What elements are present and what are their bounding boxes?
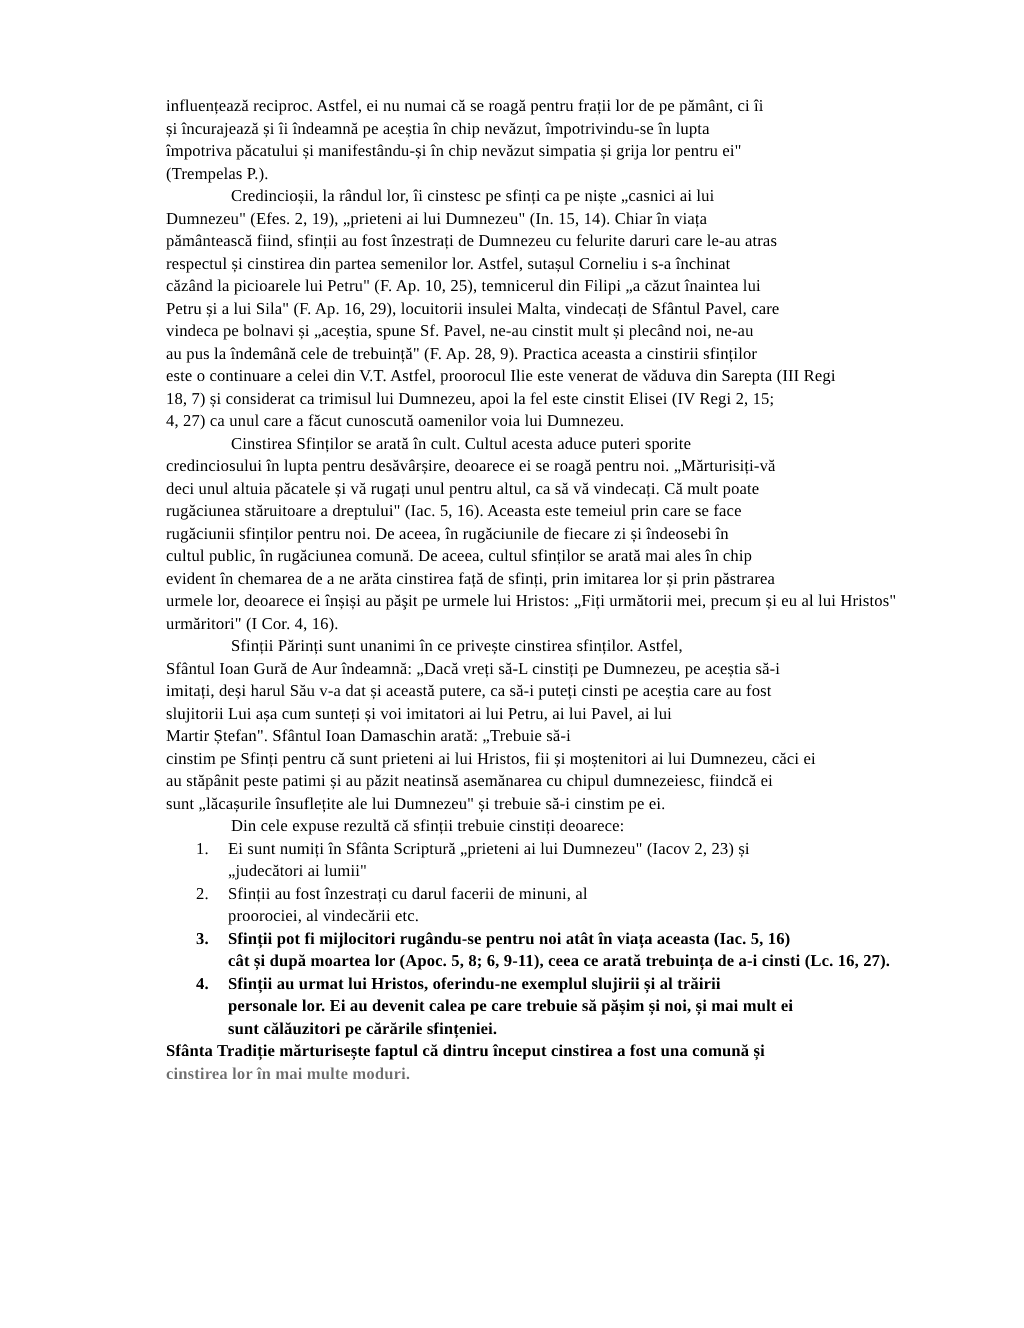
text-line: 4, 27) ca unul care a făcut cunoscută oamenilor voia lui Dumnezeu. [166, 411, 625, 430]
text-line: au stăpânit peste patimi și au păzit neatinsă asemănarea cu chipul dumnezeiesc, fiindcă ei [166, 771, 773, 790]
list-number: 3. [196, 928, 209, 948]
text-line: Dumnezeu" (Efes. 2, 19), „prieteni ai lui Dumnezeu" (In. 15, 14). Chiar în viața [166, 208, 708, 228]
list-text-continued: sunt călăuzitori pe cărările sfințeniei. [228, 1018, 498, 1038]
text-line: deci unul altuia păcatele și vă rugați unul pentru altul, ca să vă vindecați. Că mult poate [166, 478, 760, 498]
list-number: 2. [196, 883, 209, 903]
numbered-list [166, 838, 936, 1041]
list-text-continued: „judecători ai lumii" [228, 861, 367, 880]
list-number: 4. [196, 973, 209, 993]
text-line: influențează reciproc. Astfel, ei nu numai că se roagă pentru frații lor de pe pământ, ci îi [166, 96, 764, 115]
text-line: Credincioșii, la rândul lor, îi cinstesc pe sfinți ca pe niște „casnici ai lui [231, 186, 715, 205]
text-line: Sfânta Tradiție mărturisește faptul că dintru început cinstirea a fost una comună și [166, 1041, 765, 1060]
text-line: cinstim pe Sfinți pentru că sunt prieteni ai lui Hristos, fii și moștenitori ai lui Dumnezeu, căci ei [166, 748, 816, 768]
text-line: evident în chemarea de a ne arăta cinstirea față de sfinți, prin imitarea lor și prin păstrarea [166, 568, 776, 588]
text-line: credinciosului în lupta pentru desăvârșire, deoarece ei se roagă pentru noi. „Mărturisiți-vă [166, 456, 776, 475]
conclusion-intro: Din cele expuse rezultă că sfinții trebuie cinstiți deoarece: [231, 816, 625, 835]
text-line: sunt „lăcașurile însuflețite ale lui Dumnezeu" și trebuie să-i cinstim pe ei. [166, 793, 666, 813]
final-paragraph [166, 1040, 936, 1085]
text-line: au pus la îndemână cele de trebuință" (F. Ap. 28, 9). Practica aceasta a cinstirii sfinților [166, 343, 758, 363]
text-line: Petru și a lui Sila" (F. Ap. 16, 29), locuitorii insulei Malta, vindecați de Sfântul Pavel, care [166, 298, 780, 318]
paragraph-4 [166, 635, 936, 815]
text-line: urmăritori" (I Cor. 4, 16). [166, 613, 339, 633]
list-number: 1. [196, 838, 209, 858]
paragraph-1 [166, 95, 936, 185]
list-item [166, 928, 936, 973]
text-line: împotriva păcatului și manifestându-și în chip nevăzut simpatia și grija lor pentru ei" [166, 141, 742, 160]
list-item [166, 883, 936, 928]
list-text-continued: personale lor. Ei au devenit calea pe care trebuie să pășim și noi, și mai mult ei [228, 996, 794, 1015]
text-line: cultul public, în rugăciunea comună. De aceea, cultul sfinților se arată mai ales în chip [166, 546, 753, 565]
text-line: urmele lor, deoarece ei înșiși au păşit pe urmele lui Hristos: „Fiți următorii mei, precum și eu al lui Hristos" [166, 591, 897, 610]
text-line: imitați, deși harul Său v-a dat și această putere, ca să-i puteți cinsti pe aceștia care au fost [166, 681, 772, 700]
list-text-continued: cât și după moartea lor (Apoc. 5, 8; 6, 9-11), ceea ce arată trebuința de a-i cinsti (Lc. 16, 27). [228, 951, 891, 970]
list-text: Sfinții au urmat lui Hristos, oferindu-ne exemplul slujirii și al trăirii [228, 973, 721, 993]
list-text: Ei sunt numiți în Sfânta Scriptură „prieteni ai lui Dumnezeu" (Iacov 2, 23) și [228, 838, 750, 858]
text-line: căzând la picioarele lui Petru" (F. Ap. 10, 25), temnicerul din Filipi „a căzut înaintea lui [166, 276, 761, 295]
paragraph-2 [166, 185, 936, 433]
text-line: Cinstirea Sfinților se arată în cult. Cultul acesta aduce puteri sporite [231, 433, 692, 453]
document-text [166, 95, 936, 1085]
text-line: este o continuare a celei din V.T. Astfel, proorocul Ilie este venerat de văduva din Sarepta (III Regi [166, 366, 836, 385]
list-item [166, 973, 936, 1041]
text-line: Sfinții Părinți sunt unanimi în ce privește cinstirea sfinților. Astfel, [231, 636, 683, 655]
list-text: Sfinții pot fi mijlocitori rugându-se pentru noi atât în viața aceasta (Iac. 5, 16) [228, 928, 791, 948]
text-line: pământească fiind, sfinții au fost înzestrați de Dumnezeu cu felurite daruri care le-au atras [166, 231, 778, 250]
text-line: 18, 7) și considerat ca trimisul lui Dumnezeu, apoi la fel este cinstit Elisei (IV Regi 2, 15; [166, 388, 775, 408]
text-line: rugăciunii sfinților pentru noi. De aceea, în rugăciunile de fiecare zi și îndeosebi în [166, 523, 729, 543]
list-text-continued: proorociei, al vindecării etc. [228, 906, 420, 925]
text-line: rugăciunea stăruitoare a dreptului" (Iac. 5, 16). Aceasta este temeiul prin care se face [166, 501, 742, 520]
text-line: și încurajează și îi îndeamnă pe aceștia în chip nevăzut, împotrivindu-se în lupta [166, 118, 710, 138]
text-line: (Trempelas P.). [166, 163, 269, 183]
text-line: Sfântul Ioan Gură de Aur îndeamnă: „Dacă vreți să-L cinstiți pe Dumnezeu, pe aceștia să-i [166, 658, 781, 678]
text-line: Martir Ștefan". Sfântul Ioan Damaschin arată: „Trebuie să-i [166, 726, 571, 745]
paragraph-3 [166, 433, 936, 636]
text-line: vindeca pe bolnavi și „aceștia, spune Sf. Pavel, ne-au cinstit mult și plecând noi, ne-au [166, 321, 754, 340]
text-line: cinstirea lor în mai multe moduri. [166, 1063, 411, 1083]
text-line: slujitorii Lui așa cum sunteți și voi imitatori ai lui Petru, ai lui Pavel, ai lui [166, 703, 672, 723]
list-text: Sfinții au fost înzestrați cu darul facerii de minuni, al [228, 883, 588, 903]
text-line: respectul și cinstirea din partea semenilor lor. Astfel, sutașul Corneliu i s-a închinat [166, 253, 731, 273]
list-item [166, 838, 936, 883]
